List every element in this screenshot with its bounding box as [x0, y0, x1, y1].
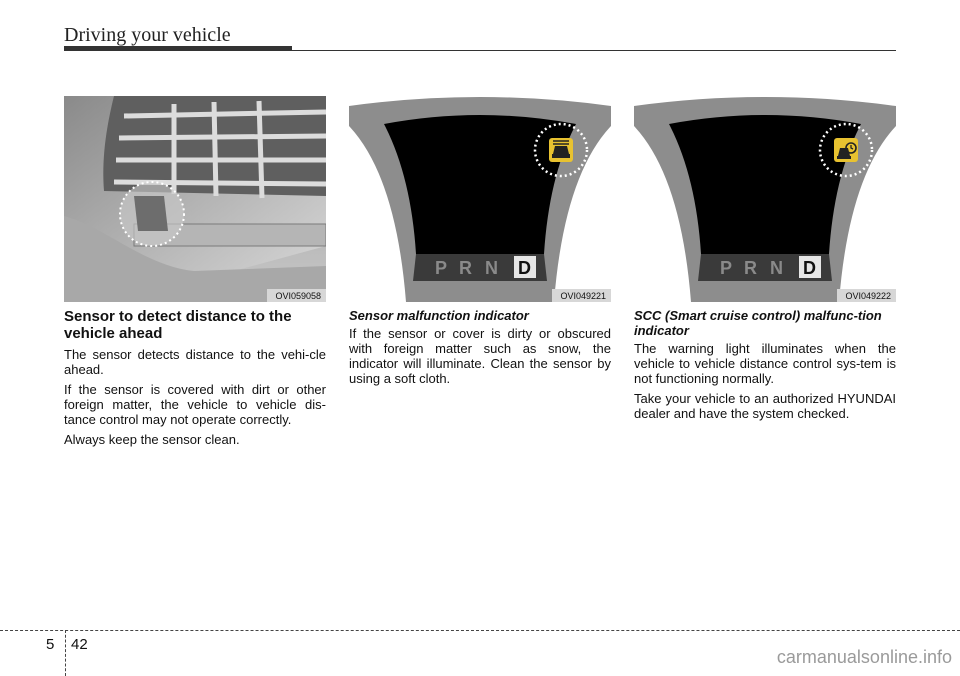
figure-code: OVI049222	[837, 289, 896, 302]
section-heading: Sensor to detect distance to the vehicle ahead	[64, 308, 292, 342]
subsection-heading: SCC (Smart cruise control) malfunc-tion indicator	[634, 308, 882, 338]
gear-r: R	[744, 258, 757, 278]
column-sensor-malfunction	[349, 308, 611, 391]
header-rule-thick	[64, 46, 292, 51]
gear-n: N	[770, 258, 783, 278]
figure-code: OVI049221	[552, 289, 611, 302]
page-header-title: Driving your vehicle	[64, 24, 231, 46]
subsection-heading: Sensor malfunction indicator	[349, 308, 529, 323]
gear-d: D	[803, 258, 816, 278]
paragraph: Always keep the sensor clean.	[64, 432, 240, 447]
header-rule-thin	[292, 50, 896, 51]
instrument-cluster-illustration	[349, 96, 611, 302]
gear-d: D	[518, 258, 531, 278]
gear-p: P	[435, 258, 448, 278]
instrument-cluster-illustration	[634, 96, 896, 302]
figure-cluster-scc-indicator	[634, 96, 896, 302]
gear-n: N	[485, 258, 498, 278]
footer-divider	[65, 630, 66, 676]
footer-rule	[0, 630, 960, 631]
figure-car-front-sensor	[64, 96, 326, 302]
figure-cluster-sensor-indicator	[349, 96, 611, 302]
car-front-illustration	[64, 96, 326, 302]
watermark-text: carmanualsonline.info	[776, 647, 952, 667]
page-section-number: 5	[46, 636, 55, 653]
paragraph: The warning light illuminates when the vehicle to vehicle distance control sys-tem is not functioning normally.	[634, 341, 896, 386]
column-scc-malfunction	[634, 308, 896, 426]
column-sensor-distance	[64, 308, 326, 452]
gear-r: R	[459, 258, 472, 278]
gear-p: P	[720, 258, 733, 278]
page-number: 42	[71, 636, 88, 653]
paragraph: If the sensor or cover is dirty or obscured with foreign matter such as snow, the indicator will illuminate. Clean the sensor by using a soft cloth.	[349, 326, 611, 386]
figure-code: OVI059058	[267, 289, 326, 302]
paragraph: The sensor detects distance to the vehi-cle ahead.	[64, 347, 326, 377]
paragraph: If the sensor is covered with dirt or other foreign matter, the vehicle to vehicle dis-tance control may not operate correctly.	[64, 382, 326, 427]
paragraph: Take your vehicle to an authorized HYUNDAI dealer and have the system checked.	[634, 391, 896, 421]
